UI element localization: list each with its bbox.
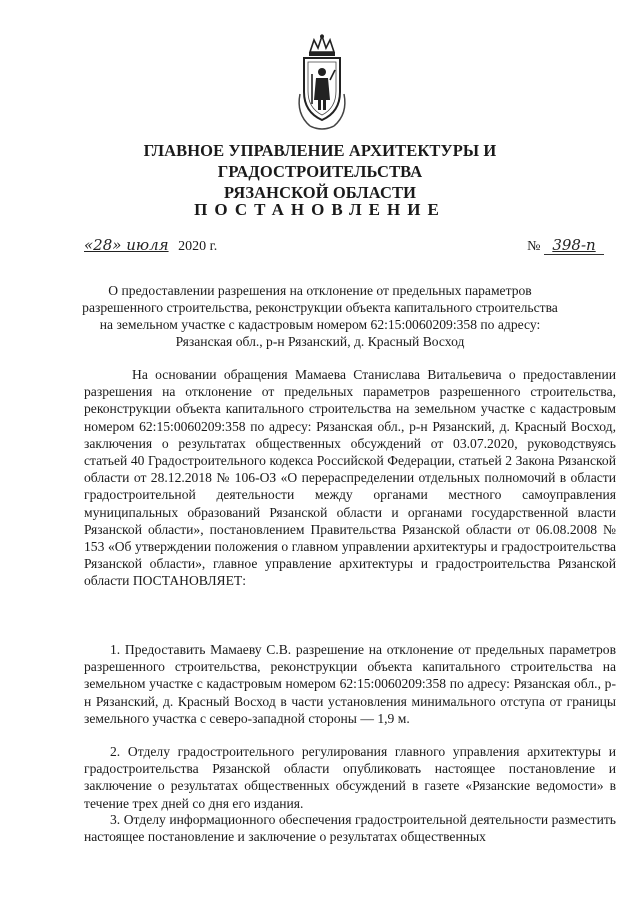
handwritten-date: «28» июля: [84, 236, 169, 254]
date-number-row: [84, 236, 604, 264]
clause-1-paragraph: 1. Предоставить Мамаеву С.В. разрешение на отклонение от предельных параметров разрешенного строительства, реконструкции объекта капитального строительства на земельном участке с кадастровым номером 62:15:0060209:358 по адресу: Рязанская обл., р-н Рязанский, д. Красный Восход в части установления минимального отступа от границы земельного участка с северо-западной стороны — 1,9 м.: [84, 642, 616, 726]
date-year: 2020 г.: [178, 239, 218, 254]
org-line-2: РЯЗАНСКОЙ ОБЛАСТИ: [223, 183, 417, 202]
subject-line-3: на земельном участке с кадастровым номером 62:15:0060209:358 по адресу:: [99, 317, 541, 332]
handwritten-number: 398-п: [544, 236, 604, 255]
subject-line-4: Рязанская обл., р-н Рязанский, д. Красный Восход: [175, 334, 465, 349]
organization-name: [40, 140, 600, 203]
coat-of-arms-emblem: [290, 34, 354, 134]
number-prefix: №: [527, 239, 541, 254]
clause-3-paragraph: 3. Отделу информационного обеспечения градостроительной деятельности разместить настоящее постановление и заключение о результатах общественных: [84, 812, 616, 845]
document-type-title: ПОСТАНОВЛЕНИЕ: [194, 200, 446, 219]
preamble-paragraph: На основании обращения Мамаева Станислава Витальевича о предоставлении разрешения на отклонение от предельных параметров разрешенного строительства, реконструкции объекта капитального строительства на земельном участке с кадастровым номером 62:15:0060209:358 по адресу: Рязанская обл., р-н Рязанский, д. Красный Восход, заключения о результатах общественных обсуждений от 03.07.2020, руководствуясь статьей 40 Градостроительного кодекса Российской Федерации, статьей 2 Закона Рязанской области от 28.12.2018 № 106-ОЗ «О перераспределении отдельных полномочий в области градостроительной деятельности между органами местного самоуправления муниципальных образований Рязанской области и органами государственной власти Рязанской области», постановлением Правительства Рязанской области от 06.08.2008 № 153 «Об утверждении положения о главном управлении архитектуры и градостроительства Рязанской области», главное управление архитектуры и градостроительства Рязанской области ПОСТАНОВЛЯЕТ:: [84, 367, 616, 589]
subject-line-1: О предоставлении разрешения на отклонение от предельных параметров: [108, 283, 532, 298]
subject-line-2: разрешенного строительства, реконструкции объекта капитального строительства: [82, 300, 558, 315]
org-line-1: ГЛАВНОЕ УПРАВЛЕНИЕ АРХИТЕКТУРЫ И ГРАДОСТРОИТЕЛЬСТВА: [143, 141, 497, 181]
clause-2-paragraph: 2. Отделу градостроительного регулирования главного управления архитектуры и градостроительства Рязанской области опубликовать настоящее постановление и заключение о результатах общественных обсуждений в газете «Рязанские ведомости» в течение трех дней со дня его издания.: [84, 744, 616, 811]
document-number: [527, 236, 604, 255]
document-subject: [80, 282, 560, 350]
document-date: [84, 236, 217, 255]
